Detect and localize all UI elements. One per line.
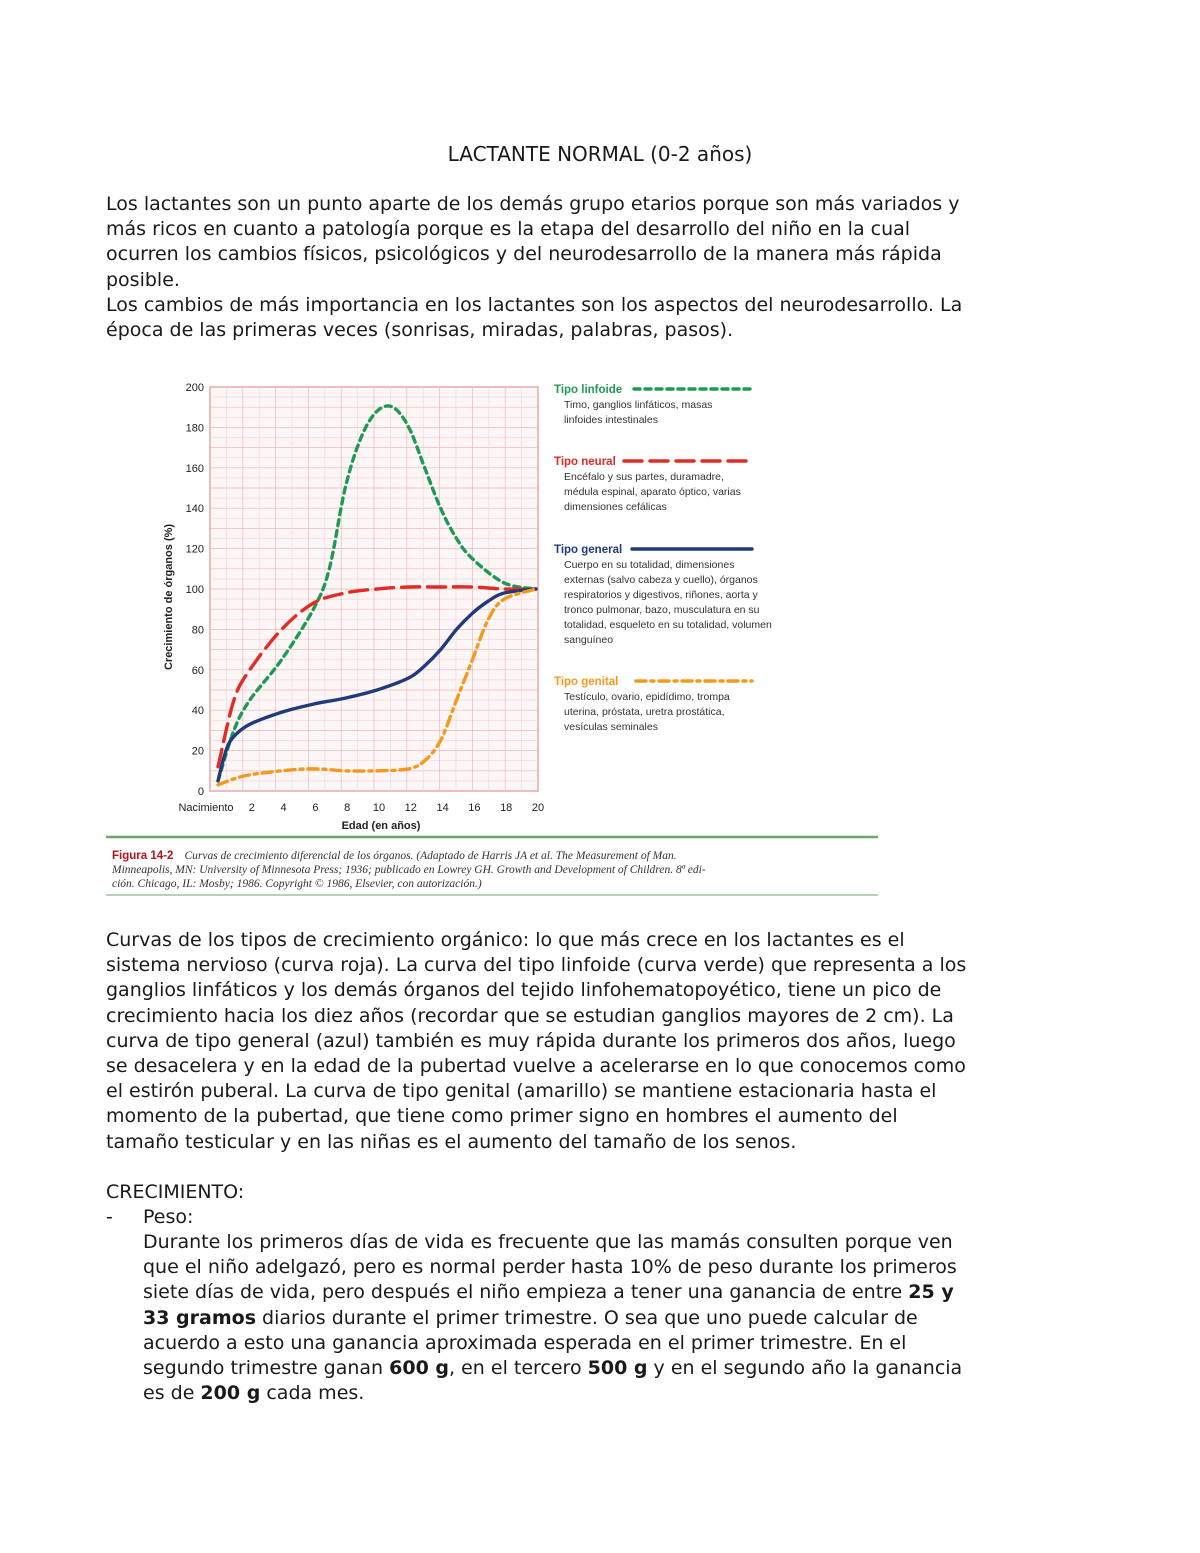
text-run: siete días de vida, pero después el niño empieza a tener una ganancia de entre	[143, 1281, 909, 1304]
text-line: crecimiento hacia los diez años (recordar que se estudian ganglios mayores de 2 cm). La	[106, 1004, 954, 1027]
text-run: diarios durante el primer trimestre. O sea que uno puede calcular de	[256, 1306, 918, 1329]
figure-caption-line: ción. Chicago, IL: Mosby; 1986. Copyright © 1986, Elsevier, con autorización.)	[112, 878, 482, 890]
text-line	[143, 1381, 1092, 1406]
y-tick-label: 40	[191, 705, 204, 718]
y-tick-label: 100	[185, 584, 204, 596]
text-run: y en el segundo año la ganancia	[647, 1357, 963, 1380]
legend-description: respiratorios y digestivos, riñones, aorta y	[564, 589, 758, 601]
x-tick-label: 20	[531, 802, 545, 814]
x-tick-label: 18	[500, 802, 513, 814]
text-line: el estirón puberal. La curva de tipo genital (amarillo) se mantiene estacionaria hasta el	[106, 1080, 937, 1103]
text-line: más ricos en cuanto a patología porque es la etapa del desarrollo del niño en la cual	[106, 218, 911, 241]
text-line: se desacelera y en la edad de la pubertad vuelve a acelerarse en lo que conocemos como	[106, 1055, 966, 1078]
x-axis-label: Edad (en años)	[341, 820, 421, 832]
caption-text: Curvas de crecimiento diferencial de los órganos. (Adaptado de Harris JA et al. The Measurement of Man.	[184, 850, 677, 862]
growth-curves-figure	[106, 365, 882, 902]
y-tick-label: 120	[185, 543, 204, 556]
text-line: que el niño adelgazó, pero es normal perder hasta 10% de peso durante los primeros	[143, 1256, 957, 1279]
text-line: época de las primeras veces (sonrisas, miradas, palabras, pasos).	[106, 319, 734, 342]
caption-label: Figura 14-2	[112, 850, 174, 862]
legend-description: médula espinal, aparato óptico, varias	[564, 486, 741, 498]
chart-explanation-paragraph	[106, 928, 1092, 1155]
legend-title: Tipo general	[554, 544, 623, 556]
legend-description: tronco pulmonar, bazo, musculatura en su	[564, 604, 760, 616]
legend-description: Encéfalo y sus partes, duramadre,	[564, 471, 724, 483]
legend-title: Tipo neural	[554, 456, 616, 468]
legend-description: dimensiones cefálicas	[564, 501, 667, 513]
legend-description: linfoides intestinales	[564, 414, 658, 426]
legend-description: vesículas seminales	[564, 721, 658, 733]
legend-description: Testículo, ovario, epidídimo, trompa	[564, 691, 730, 703]
text-line	[143, 1280, 1092, 1305]
text-line	[143, 1306, 1092, 1331]
y-tick-label: 60	[191, 664, 204, 677]
x-tick-label: 2	[248, 802, 255, 814]
legend-description: totalidad, esqueleto en su totalidad, volumen	[564, 619, 772, 631]
bold-value: 600 g	[389, 1357, 450, 1380]
text-line: sistema nervioso (curva roja). La curva del tipo linfoide (curva verde) que representa a los	[106, 954, 967, 977]
text-line: curva de tipo general (azul) también es muy rápida durante los primeros dos años, luego	[106, 1029, 956, 1052]
text-line: ocurren los cambios físicos, psicológicos y del neurodesarrollo de la manera más rápida	[106, 243, 942, 266]
y-tick-label: 20	[191, 745, 204, 758]
y-tick-label: 160	[185, 462, 204, 475]
x-tick-label: 8	[344, 802, 351, 814]
bold-value: 500 g	[587, 1357, 648, 1380]
legend-description: externas (salvo cabeza y cuello), órganos	[564, 574, 758, 586]
y-tick-label: 180	[185, 422, 204, 435]
legend-title: Tipo genital	[554, 676, 619, 688]
x-tick-label: 4	[280, 802, 287, 814]
text-run: , en el tercero	[449, 1357, 588, 1380]
bold-value: 33 gramos	[143, 1306, 257, 1329]
bold-value: 200 g	[200, 1382, 261, 1405]
legend-description: Timo, ganglios linfáticos, masas	[564, 399, 713, 411]
text-run: es de	[143, 1382, 201, 1405]
figure-caption-line: Minneapolis, MN: University of Minnesota Press; 1936; publicado en Lowrey GH. Growth and Development of Children. 8ª edi-	[112, 864, 706, 876]
legend-description: sanguíneo	[564, 634, 614, 646]
legend-description: Cuerpo en su totalidad, dimensiones	[564, 559, 735, 571]
y-tick-label: 0	[197, 786, 204, 798]
x-tick-label: 6	[312, 802, 319, 814]
growth-chart-svg	[106, 365, 882, 902]
x-tick-label: Nacimiento	[178, 802, 234, 814]
text-line: Los cambios de más importancia en los lactantes son los aspectos del neurodesarrollo. La	[106, 294, 963, 316]
text-line: momento de la pubertad, que tiene como primer signo en hombres el aumento del	[106, 1105, 898, 1128]
text-line: acuerdo a esto una ganancia aproximada esperada en el primer trimestre. En el	[143, 1331, 907, 1354]
section-heading-crecimiento: CRECIMIENTO:	[106, 1181, 245, 1203]
text-line: Los lactantes son un punto aparte de los demás grupo etarios porque son más variados y	[106, 193, 960, 215]
legend-description: uterina, próstata, uretra prostática,	[564, 706, 725, 718]
page-title: LACTANTE NORMAL (0-2 años)	[447, 142, 753, 166]
legend-title: Tipo linfoide	[554, 384, 623, 396]
x-tick-label: 16	[468, 802, 481, 814]
intro-paragraph-1	[106, 192, 1092, 293]
text-line: Curvas de los tipos de crecimiento orgánico: lo que más crece en los lactantes es el	[106, 929, 905, 951]
text-run: cada mes.	[260, 1382, 365, 1405]
x-tick-label: 14	[436, 802, 449, 814]
x-tick-label: 10	[372, 802, 386, 814]
intro-paragraph-2	[106, 293, 1092, 343]
text-line: ganglios linfáticos y los demás órganos del tejido linfohematopoyético, tiene un pico de	[106, 979, 942, 1002]
text-line: posible.	[106, 268, 180, 291]
text-run: segundo trimestre ganan	[143, 1357, 390, 1380]
list-item-peso: Peso:	[143, 1206, 194, 1228]
y-axis-label: Crecimiento de órganos (%)	[163, 523, 175, 671]
y-tick-label: 80	[191, 624, 204, 637]
peso-paragraph	[143, 1230, 1092, 1406]
text-line: tamaño testicular y en las niñas es el aumento del tamaño de los senos.	[106, 1130, 797, 1153]
list-bullet: -	[106, 1206, 113, 1228]
text-line	[143, 1356, 1092, 1381]
x-tick-label: 12	[404, 802, 417, 814]
text-line: Durante los primeros días de vida es frecuente que las mamás consulten porque ven	[143, 1231, 953, 1253]
y-tick-label: 200	[185, 382, 204, 394]
bold-value: 25 y	[908, 1281, 954, 1304]
y-tick-label: 140	[185, 503, 204, 516]
